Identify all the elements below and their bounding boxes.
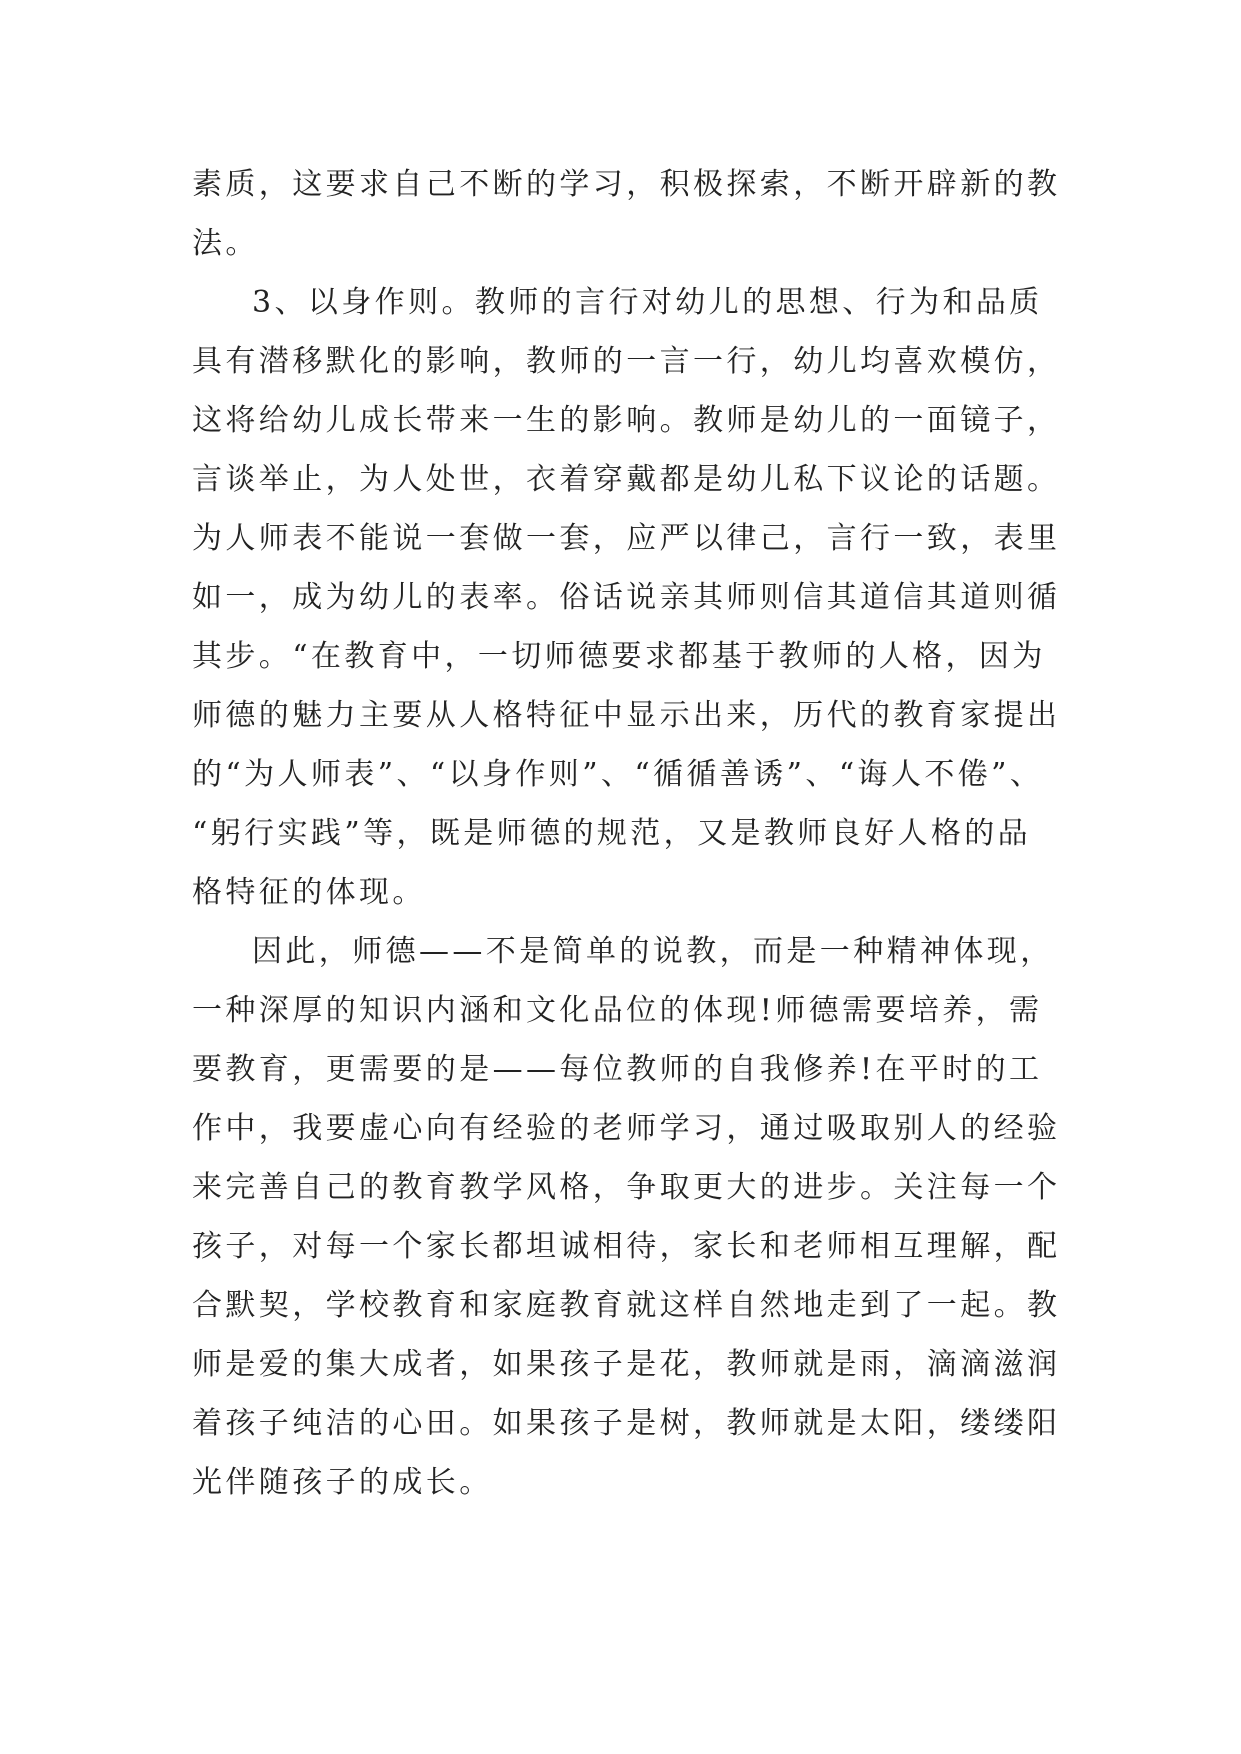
paragraph-first-line: 3、以身作则。教师的言行对幼儿的思想、行为和品质 [252, 285, 1043, 320]
text-line: 这将给幼儿成长带来一生的影响。教师是幼儿的一面镜子， [192, 403, 1061, 438]
text-line: 的“为人师表”、“以身作则”、“循循善诱”、“诲人不倦”、 [192, 757, 1044, 792]
text-line: 光伴随孩子的成长。 [192, 1465, 493, 1500]
text-line: 着孩子纯洁的心田。如果孩子是树，教师就是太阳，缕缕阳 [192, 1406, 1061, 1441]
text-line: 言谈举止，为人处世，衣着穿戴都是幼儿私下议论的话题。 [192, 462, 1061, 497]
text-line: 一种深厚的知识内涵和文化品位的体现!师德需要培养，需 [192, 993, 1043, 1028]
text-line: 如一，成为幼儿的表率。俗话说亲其师则信其道信其道则循 [192, 580, 1061, 615]
text-line: 孩子，对每一个家长都坦诚相待，家长和老师相互理解，配 [192, 1229, 1061, 1264]
text-line: 为人师表不能说一套做一套，应严以律己，言行一致，表里 [192, 521, 1061, 556]
text-line: 来完善自己的教育教学风格，争取更大的进步。关注每一个 [192, 1170, 1061, 1205]
text-line: “躬行实践”等，既是师德的规范，又是教师良好人格的品 [192, 816, 1032, 851]
text-line: 具有潜移默化的影响，教师的一言一行，幼儿均喜欢模仿， [192, 344, 1061, 379]
text-line: 要教育，更需要的是——每位教师的自我修养!在平时的工 [192, 1052, 1043, 1087]
text-line: 师是爱的集大成者，如果孩子是花，教师就是雨，滴滴滋润 [192, 1347, 1061, 1382]
text-line: 作中，我要虚心向有经验的老师学习，通过吸取别人的经验 [192, 1111, 1061, 1146]
text-line: 师德的魅力主要从人格特征中显示出来，历代的教育家提出 [192, 698, 1061, 733]
text-line: 法。 [192, 226, 259, 261]
text-line: 格特征的体现。 [192, 875, 426, 910]
text-line: 素质，这要求自己不断的学习，积极探索，不断开辟新的教 [192, 167, 1061, 202]
paragraph-first-line: 因此，师德——不是简单的说教，而是一种精神体现， [252, 934, 1054, 969]
text-line: 合默契，学校教育和家庭教育就这样自然地走到了一起。教 [192, 1288, 1061, 1323]
text-line: 其步。“在教育中，一切师德要求都基于教师的人格，因为 [192, 639, 1046, 674]
